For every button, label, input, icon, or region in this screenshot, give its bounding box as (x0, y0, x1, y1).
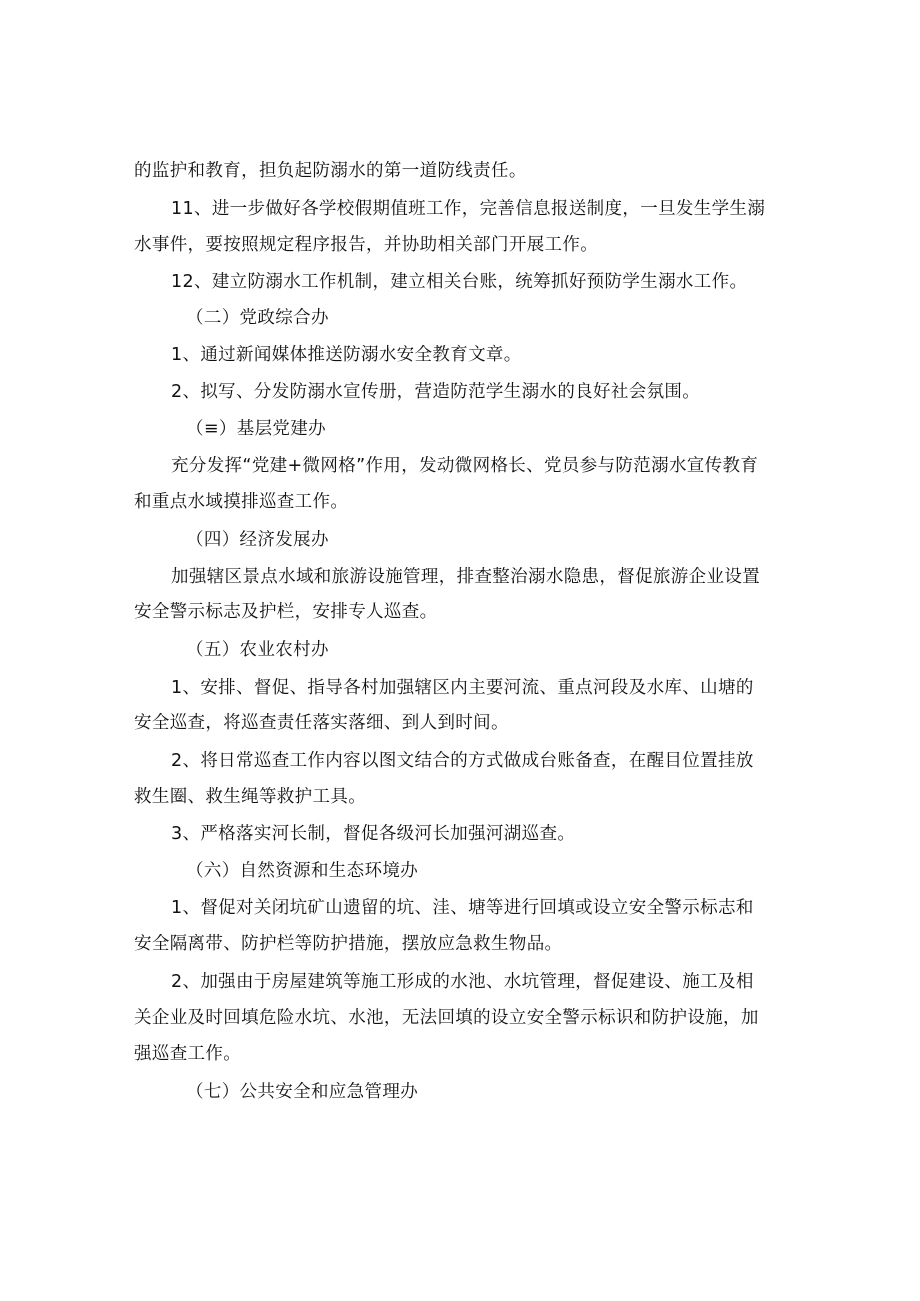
text-line: 11、进一步做好各学校假期值班工作，完善信息报送制度，一旦发生学生溺 (171, 199, 766, 219)
text-line: 安全巡查，将巡查责任落实落细、到人到时间。 (134, 713, 509, 733)
text-line: 安全警示标志及护栏，安排专人巡查。 (134, 602, 438, 622)
text-line: 加强辖区景点水域和旅游设施管理，排查整治溺水隐患，督促旅游企业设置 (171, 567, 761, 587)
text-line: 12、建立防溺水工作机制，建立相关台账，统筹抓好预防学生溺水工作。 (171, 272, 748, 292)
section-heading: （七）公共安全和应急管理办 (186, 1082, 419, 1102)
text-line: 1、通过新闻媒体推送防溺水安全教育文章。 (171, 345, 522, 365)
text-line: 救生圈、救生绳等救护工具。 (134, 787, 367, 807)
text-line: 2、拟写、分发防溺水宣传册，营造防范学生溺水的良好社会氛围。 (171, 382, 701, 402)
text-line: 关企业及时回填危险水坑、水池，无法回填的设立安全警示标识和防护设施，加 (134, 1008, 759, 1028)
text-line: 和重点水域摸排巡查工作。 (134, 492, 349, 512)
text-line: 2、将日常巡查工作内容以图文结合的方式做成台账备查，在醒目位置挂放 (171, 751, 754, 771)
section-heading: （二）党政综合办 (186, 308, 329, 328)
section-heading: （六）自然资源和生态环境办 (186, 861, 419, 881)
text-line: 1、督促对关闭坑矿山遗留的坑、洼、塘等进行回填或设立安全警示标志和 (171, 898, 754, 918)
text-line: 1、安排、督促、指导各村加强辖区内主要河流、重点河段及水库、山塘的 (171, 678, 754, 698)
text-line: 安全隔离带、防护栏等防护措施，摆放应急救生物品。 (134, 934, 563, 954)
text-line: 的监护和教育，担负起防溺水的第一道防线责任。 (134, 161, 527, 181)
section-heading: （五）农业农村办 (186, 640, 329, 660)
text-line: 2、加强由于房屋建筑等施工形成的水池、水坑管理，督促建设、施工及相 (171, 972, 754, 992)
text-line: 水事件，要按照规定程序报告，并协助相关部门开展工作。 (134, 235, 599, 255)
section-heading: （≡）基层党建办 (186, 419, 326, 439)
text-line: 强巡查工作。 (134, 1044, 242, 1064)
section-heading: （四）经济发展办 (186, 530, 329, 550)
text-line: 3、严格落实河长制，督促各级河长加强河湖巡查。 (171, 824, 576, 844)
text-line: 充分发挥“党建+微网格”作用，发动微网格长、党员参与防范溺水宣传教育 (171, 456, 759, 476)
